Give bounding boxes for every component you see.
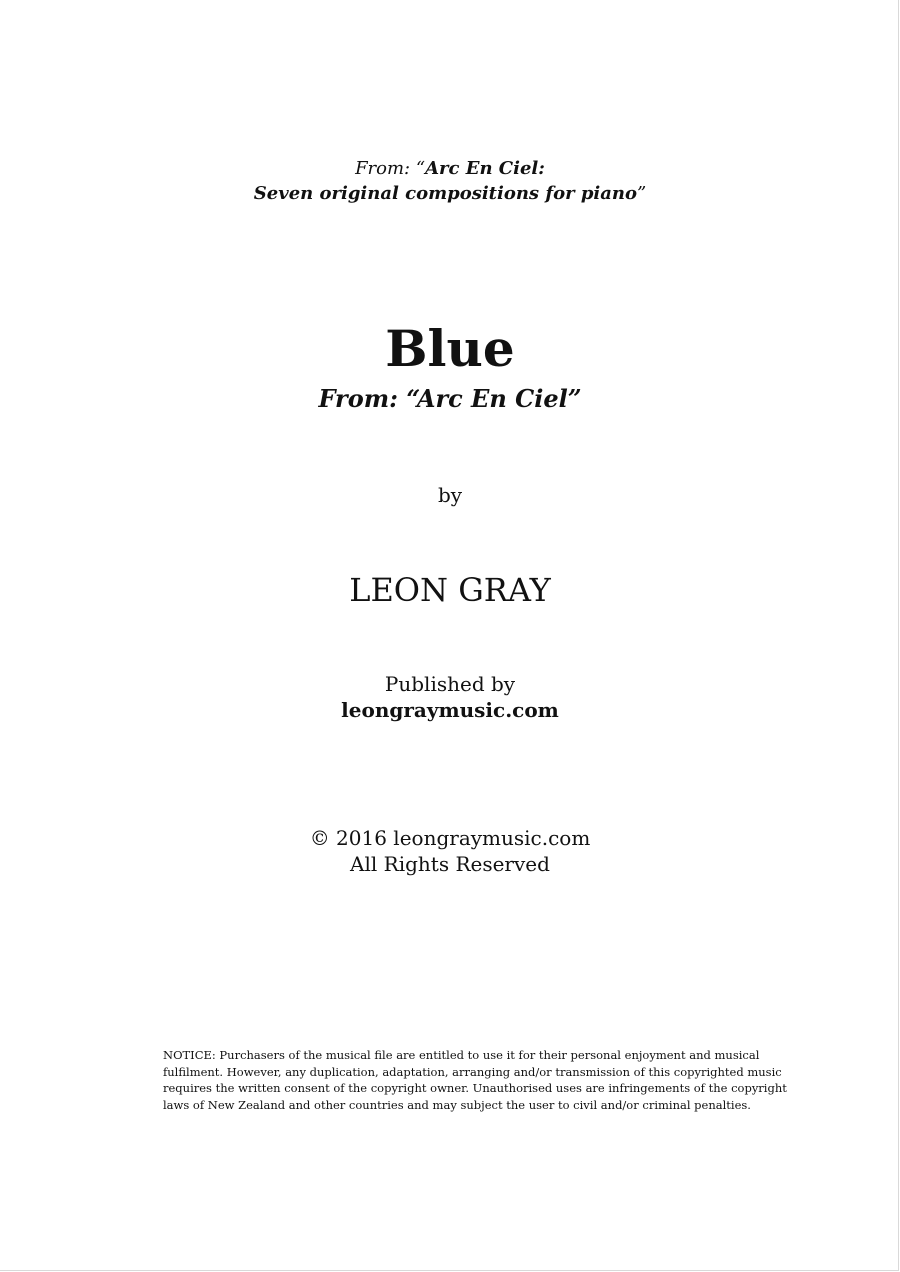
from-prefix: From: “ (355, 158, 426, 179)
piece-title: Blue (385, 319, 515, 378)
collection-subtitle: Seven original compositions for piano (253, 183, 638, 204)
composer-name: LEON GRAY (349, 571, 551, 609)
copyright-line: © 2016 leongraymusic.com (309, 826, 591, 850)
publisher-name: leongraymusic.com (341, 698, 559, 722)
rights-line: All Rights Reserved (350, 852, 550, 876)
legal-notice: NOTICE: Purchasers of the musical file are entitled to use it for their personal enjoyment and musical fulfilment. However, any duplication, adaptation, arranging and/or transmission of this copyrighted music requires the written consent of the copyright owner. Unauthorised uses are infringements of the copyright laws of New Zealand and other countries and may subject the user to civil and/or criminal penalties. (163, 1048, 787, 1112)
piece-subtitle: From: “Arc En Ciel” (318, 384, 582, 413)
collection-name: Arc En Ciel: (425, 158, 545, 179)
published-by-label: Published by (384, 672, 516, 696)
closing-quote: ” (637, 183, 647, 204)
collection-source-line (0, 157, 900, 181)
collection-subtitle-line (0, 182, 900, 206)
by-label: by (437, 483, 463, 507)
